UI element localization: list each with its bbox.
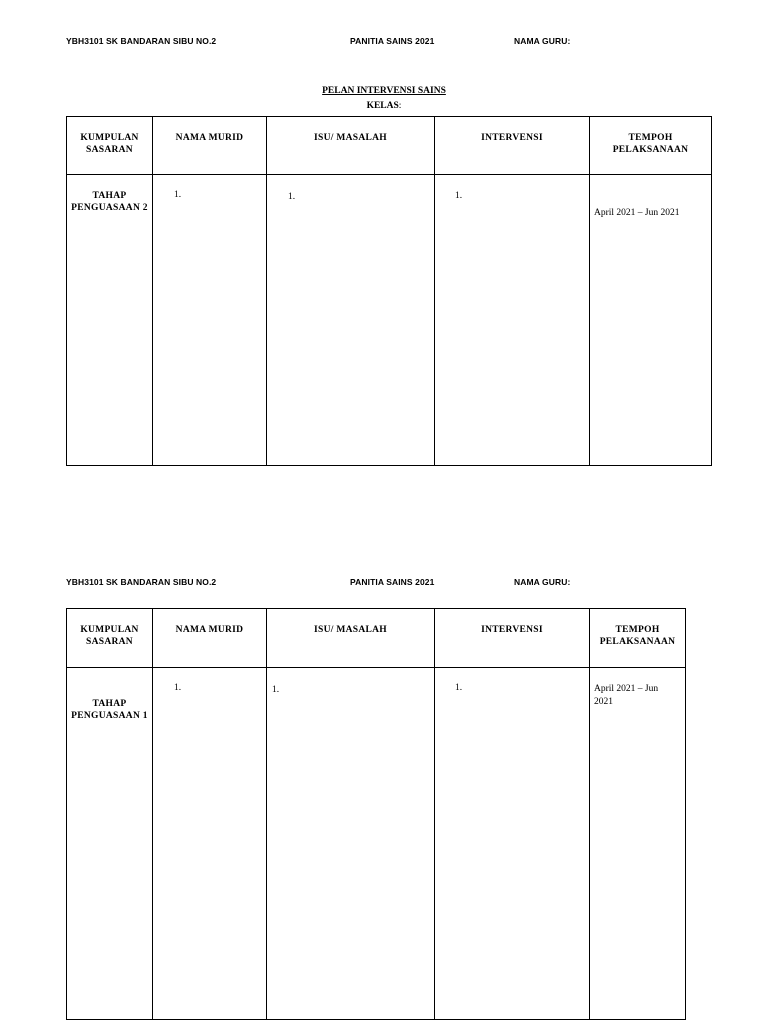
column-header-nama-murid: NAMA MURID xyxy=(153,117,267,175)
intervention-table-1 xyxy=(66,116,712,466)
target-group: TAHAP PENGUASAAN 1 xyxy=(67,668,153,1020)
panel-name: PANITIA SAINS 2021 xyxy=(350,36,435,46)
target-group: TAHAP PENGUASAAN 2 xyxy=(67,175,153,466)
class-label: KELAS: xyxy=(366,101,402,111)
column-header-intervensi: INTERVENSI xyxy=(435,609,590,668)
page-title: PELAN INTERVENSI SAINS xyxy=(322,86,446,96)
student-name-cell: 1. xyxy=(153,668,267,1020)
column-header-isu: ISU/ MASALAH xyxy=(267,609,435,668)
panel-name: PANITIA SAINS 2021 xyxy=(350,577,435,587)
intervention-cell: 1. xyxy=(435,175,590,466)
issue-cell: 1. xyxy=(267,668,435,1020)
school-name: YBH3101 SK BANDARAN SIBU NO.2 xyxy=(66,36,217,46)
intervention-table-2 xyxy=(66,608,686,1020)
teacher-label: NAMA GURU: xyxy=(514,577,571,587)
column-header-tempoh: TEMPOH PELAKSANAAN xyxy=(590,609,686,668)
teacher-label: NAMA GURU: xyxy=(514,36,571,46)
column-header-intervensi: INTERVENSI xyxy=(435,117,590,175)
intervention-cell: 1. xyxy=(435,668,590,1020)
duration-cell: April 2021 – Jun 2021 xyxy=(590,175,712,466)
column-header-nama-murid: NAMA MURID xyxy=(153,609,267,668)
school-name: YBH3101 SK BANDARAN SIBU NO.2 xyxy=(66,577,217,587)
column-header-tempoh: TEMPOH PELAKSANAAN xyxy=(590,117,712,175)
duration-cell: April 2021 – Jun 2021 xyxy=(590,668,686,1020)
column-header-kumpulan: KUMPULAN SASARAN xyxy=(67,117,153,175)
issue-cell: 1. xyxy=(267,175,435,466)
student-name-cell: 1. xyxy=(153,175,267,466)
column-header-isu: ISU/ MASALAH xyxy=(267,117,435,175)
column-header-kumpulan: KUMPULAN SASARAN xyxy=(67,609,153,668)
